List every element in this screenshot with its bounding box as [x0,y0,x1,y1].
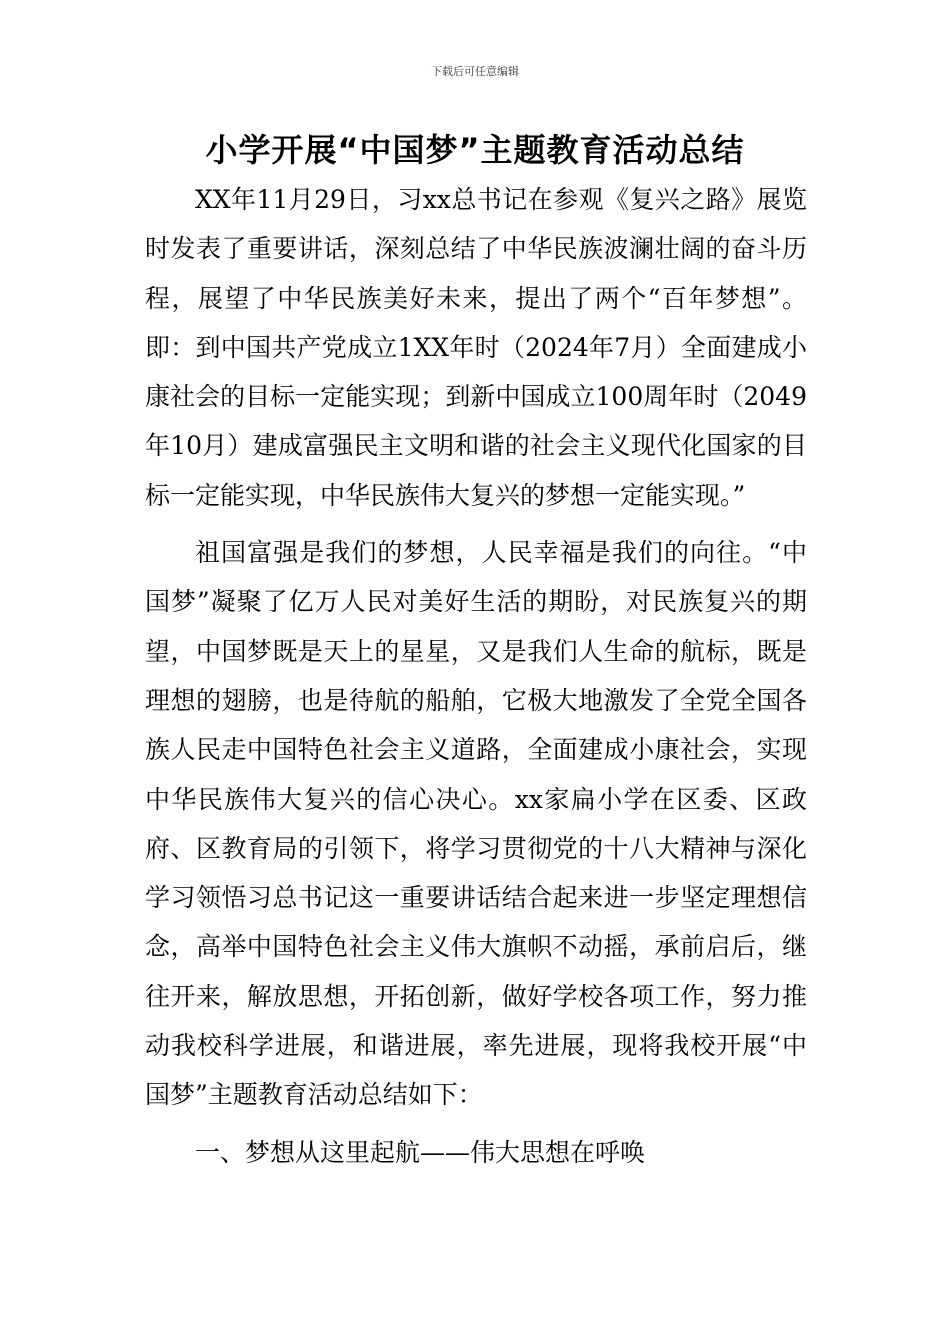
document-title: 小学开展“中国梦”主题教育活动总结 [205,131,745,169]
page-header-note: 下载后可任意编辑 [431,65,519,78]
section-heading-1: 一、梦想从这里起航——伟大思想在呼唤 [195,1137,646,1167]
document-body [145,175,807,1177]
paragraph-dream: 祖国富强是我们的梦想，人民幸福是我们的向往。“中国梦”凝聚了亿万人民对美好生活的期盼，对民族复兴的期望，中国梦既是天上的星星，又是我们人生命的航标，既是理想的翅膀，也是待航的船舶，它极大地激发了全党全国各族人民走中国特色社会主义道路，全面建成小康社会，实现中华民族伟大复兴的信心决心。xx家扁小学在区委、区政府、区教育局的引领下，将学习贯彻党的十八大精神与深化学习领悟习总书记这一重要讲话结合起来进一步坚定理想信念，高举中国特色社会主义伟大旗帜不动摇，承前启后，继往开来，解放思想，开拓创新，做好学校各项工作，努力推动我校科学进展，和谐进展，率先进展，现将我校开展“中国梦”主题教育活动总结如下： [145,538,807,1110]
paragraph-intro: XX年11月29日，习xx总书记在参观《复兴之路》展览时发表了重要讲话，深刻总结了中华民族波澜壮阔的奋斗历程，展望了中华民族美好未来，提出了两个“百年梦想”。即：到中国共产党成立1XX年时（2024年7月）全面建成小康社会的目标一定能实现；到新中国成立100周年时（2049年10月）建成富强民主文明和谐的社会主义现代化国家的目标一定能实现，中华民族伟大复兴的梦想一定能实现。” [145,185,807,510]
